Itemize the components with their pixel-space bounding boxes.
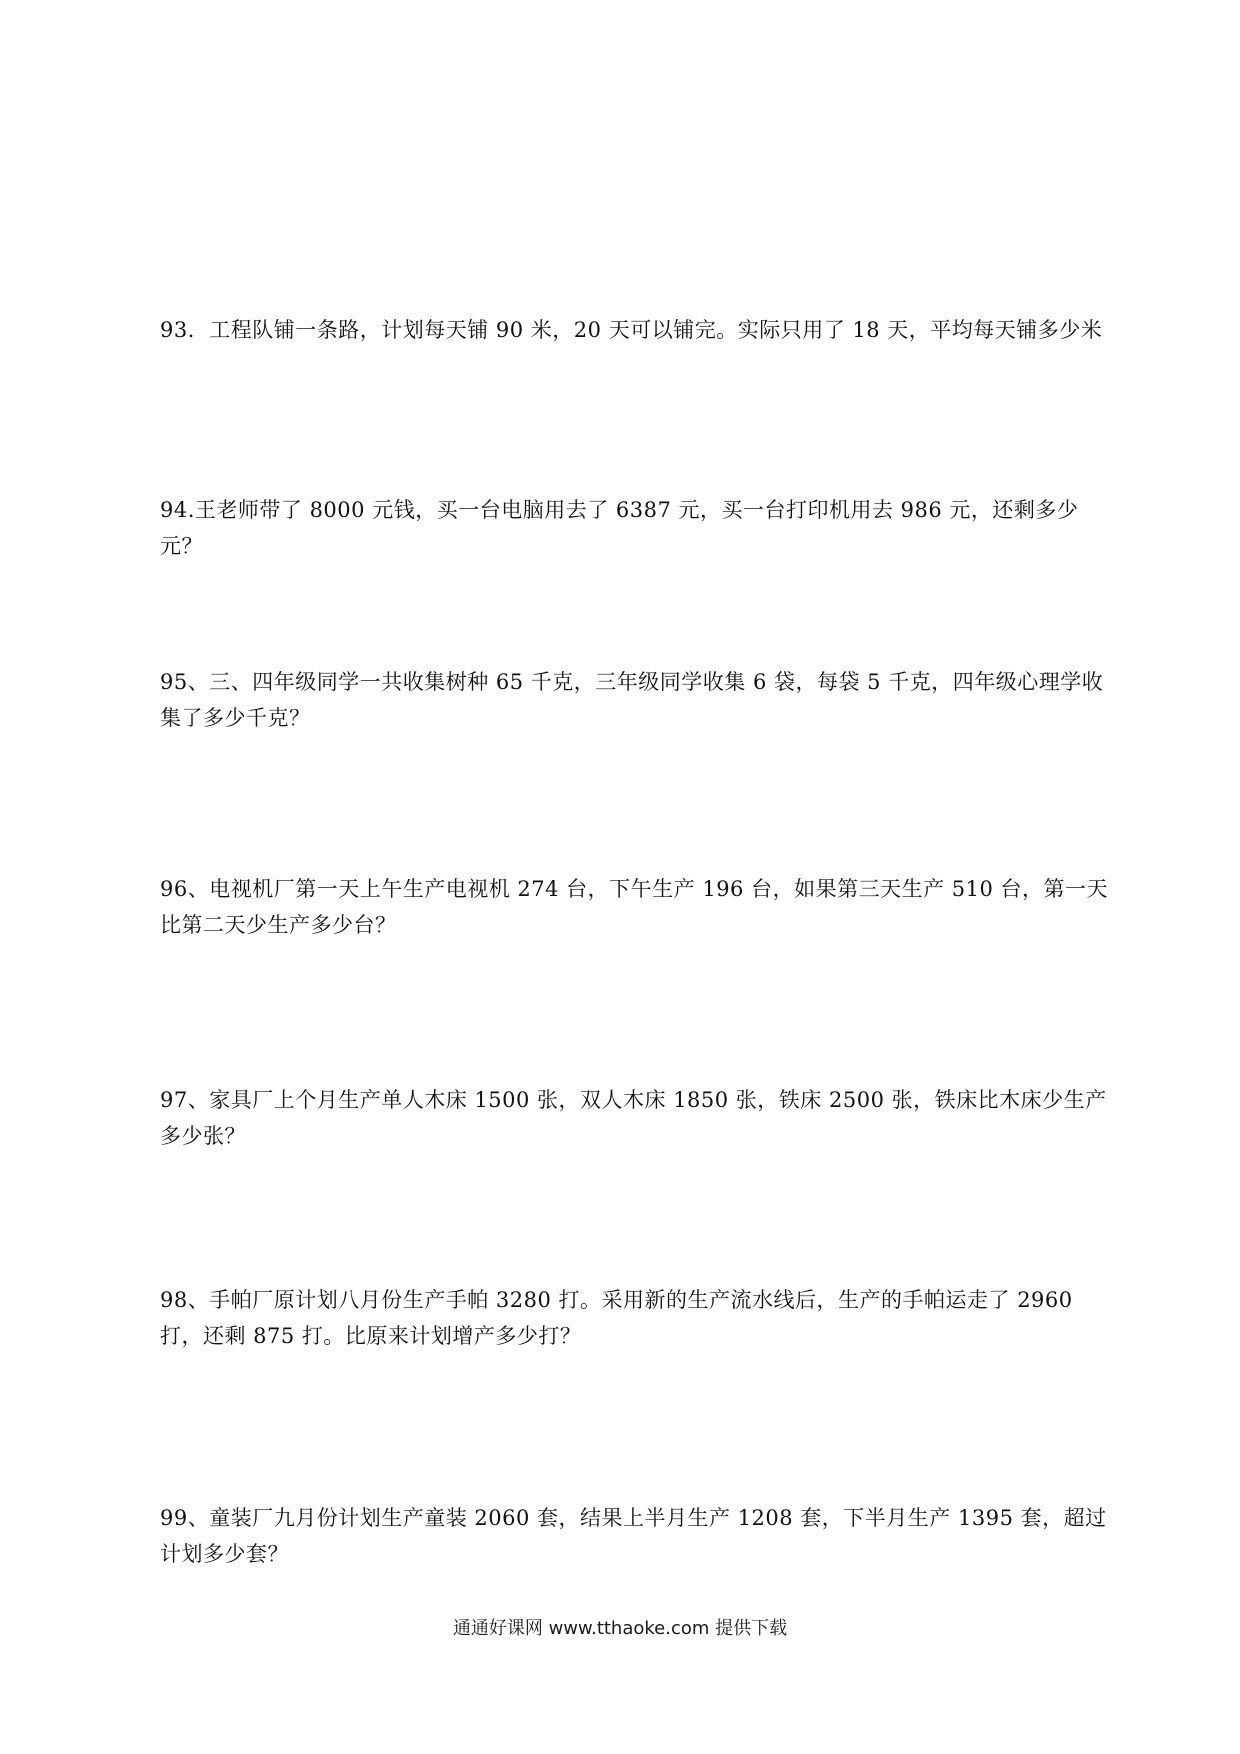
problem-94: 94.王老师带了 8000 元钱，买一台电脑用去了 6387 元，买一台打印机用去 986 元，还剩多少元？ [160,498,1079,558]
problem-96: 96、电视机厂第一天上午生产电视机 274 台，下午生产 196 台，如果第三天生产 510 台，第一天比第二天少生产多少台？ [160,877,1109,937]
problem-97: 97、家具厂上个月生产单人木床 1500 张，双人木床 1850 张，铁床 2500 张，铁床比木床少生产多少张？ [160,1088,1107,1148]
problem-95: 95、三、四年级同学一共收集树种 65 千克，三年级同学收集 6 袋，每袋 5 千克，四年级心理学收集了多少千克？ [160,670,1104,730]
page-footer: 通通好课网 www.tthaoke.com 提供下载 [452,1618,788,1639]
problem-93: 93．工程队铺一条路，计划每天铺 90 米，20 天可以铺完。实际只用了 18 天，平均每天铺多少米 [160,318,1103,342]
problem-99: 99、童装厂九月份计划生产童装 2060 套，结果上半月生产 1208 套，下半月生产 1395 套，超过计划多少套？ [160,1506,1107,1566]
problem-98: 98、手帕厂原计划八月份生产手帕 3280 打。采用新的生产流水线后，生产的手帕运走了 2960 打，还剩 875 打。比原来计划增产多少打？ [160,1288,1073,1348]
